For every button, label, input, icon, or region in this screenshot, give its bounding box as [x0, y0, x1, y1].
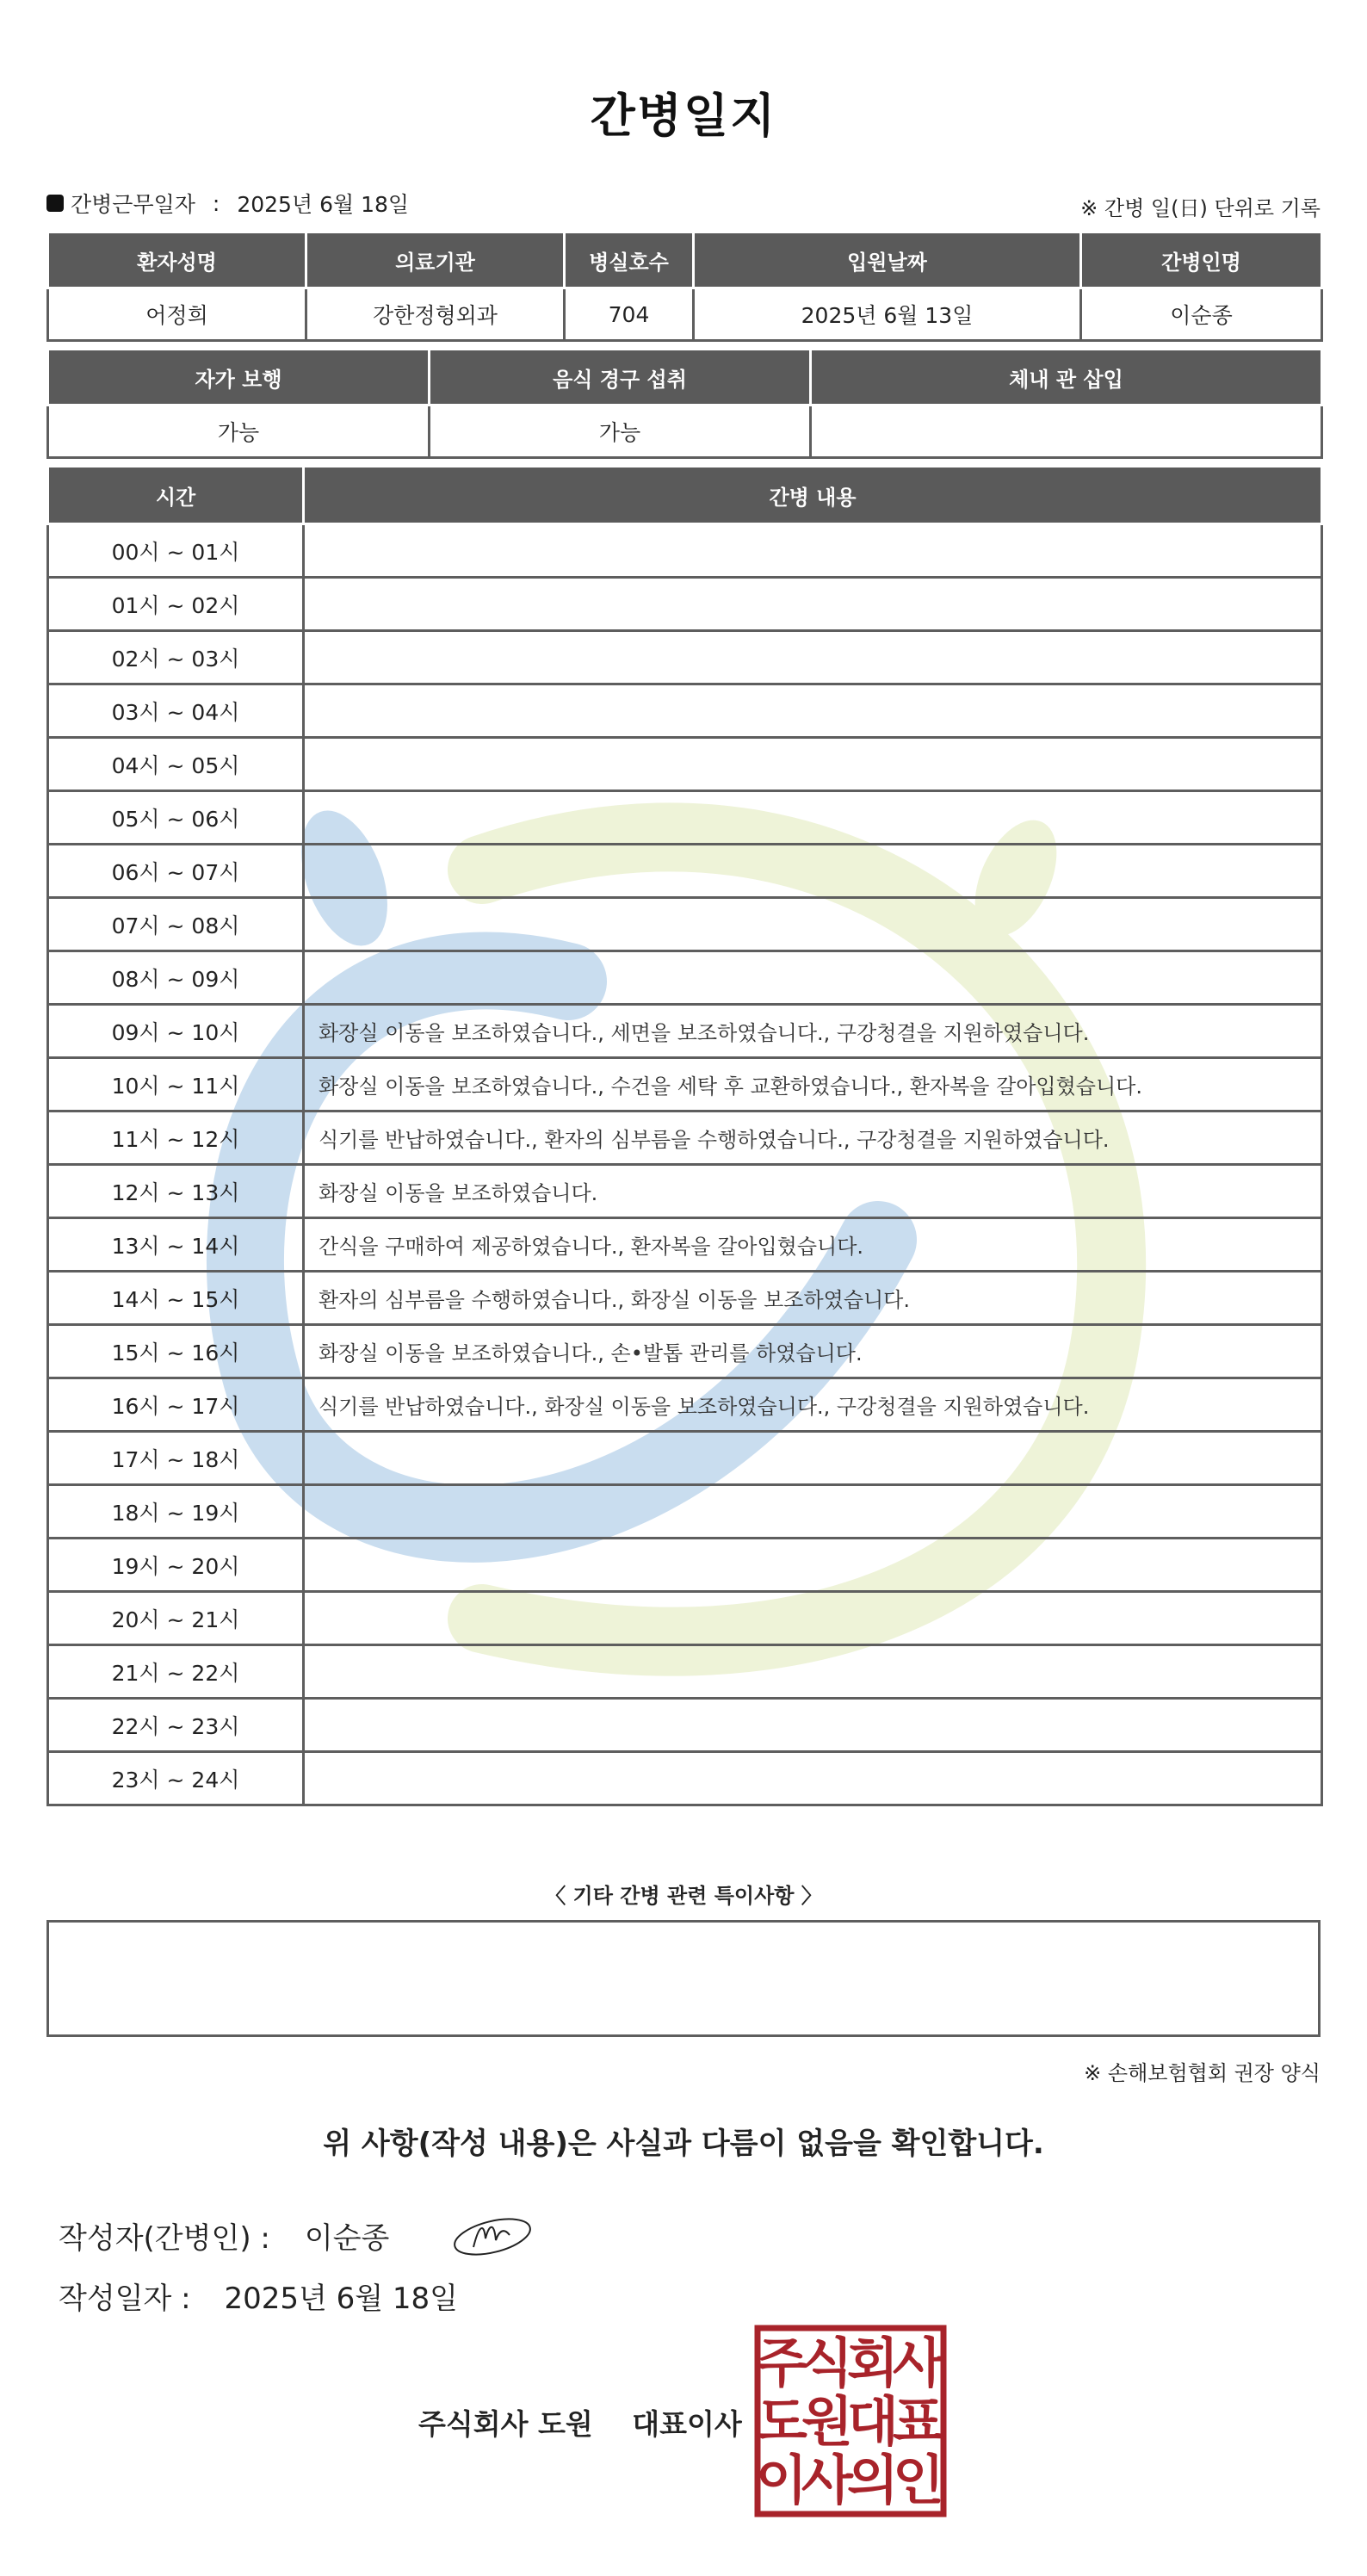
- care-content-cell: [304, 1699, 1322, 1752]
- care-content-cell: 화장실 이동을 보조하였습니다., 손•발톱 관리를 하였습니다.: [304, 1325, 1322, 1378]
- table-row: [48, 1645, 1322, 1699]
- work-date-row: [46, 188, 409, 219]
- written-date-label: 작성일자 :: [59, 2282, 191, 2316]
- stamp-char: 원: [801, 2390, 853, 2453]
- patient-status-table: [46, 348, 1323, 459]
- status-header-row: [48, 350, 1322, 406]
- stamp-char: 회: [847, 2331, 899, 2394]
- caregiver-name: 이순종: [1081, 288, 1322, 341]
- care-content-cell: [304, 1432, 1322, 1485]
- table-row: [48, 578, 1322, 631]
- table-row: [48, 738, 1322, 791]
- table-row: [48, 631, 1322, 684]
- time-slot: 19시 ~ 20시: [48, 1539, 304, 1592]
- header-patient-name: 환자성명: [48, 232, 306, 288]
- document-title: 간병일지: [590, 89, 777, 143]
- time-slot: 12시 ~ 13시: [48, 1165, 304, 1218]
- care-log-table: [46, 465, 1323, 1806]
- written-date-value: 2025년 6월 18일: [224, 2282, 459, 2316]
- care-content-cell: 화장실 이동을 보조하였습니다., 수건을 세탁 후 교환하였습니다., 환자복을 갈아입혔습니다.: [304, 1058, 1322, 1112]
- care-content-cell: [304, 738, 1322, 791]
- stamp-char: 사: [801, 2449, 853, 2511]
- work-date-label: 간병근무일자: [71, 192, 195, 217]
- time-slot: 03시 ~ 04시: [48, 684, 304, 738]
- table-row: [48, 1325, 1322, 1378]
- patient-info-header-row: [48, 232, 1322, 288]
- header-walking: 자가 보행: [48, 350, 430, 406]
- author-label: 작성자(간병인) :: [59, 2220, 270, 2256]
- table-row: [48, 951, 1322, 1005]
- care-content-cell: [304, 1485, 1322, 1539]
- header-oral-intake: 음식 경구 섭취: [430, 350, 811, 406]
- care-content-cell: 식기를 반납하였습니다., 환자의 심부름을 수행하였습니다., 구강청결을 지원하였습니다.: [304, 1112, 1322, 1165]
- time-slot: 22시 ~ 23시: [48, 1699, 304, 1752]
- time-slot: 09시 ~ 10시: [48, 1005, 304, 1058]
- care-content-cell: [304, 524, 1322, 578]
- stamp-char: 식: [801, 2331, 853, 2394]
- table-row: [48, 1272, 1322, 1325]
- work-date-separator: :: [212, 190, 220, 216]
- care-content-cell: [304, 1645, 1322, 1699]
- table-row: [48, 845, 1322, 898]
- admission-date: 2025년 6월 13일: [694, 288, 1081, 341]
- care-content-cell: 화장실 이동을 보조하였습니다.: [304, 1165, 1322, 1218]
- header-time: 시간: [48, 467, 304, 524]
- time-slot: 05시 ~ 06시: [48, 791, 304, 845]
- care-content-cell: [304, 898, 1322, 951]
- author-name: 이순종: [304, 2220, 390, 2256]
- time-slot: 16시 ~ 17시: [48, 1378, 304, 1432]
- table-row: [48, 1699, 1322, 1752]
- care-content-cell: [304, 631, 1322, 684]
- care-log-header-row: [48, 467, 1322, 524]
- author-row: [59, 2209, 535, 2261]
- care-content-cell: 간식을 구매하여 제공하였습니다., 환자복을 갈아입혔습니다.: [304, 1218, 1322, 1272]
- time-slot: 08시 ~ 09시: [48, 951, 304, 1005]
- table-row: [48, 1005, 1322, 1058]
- company-line: [418, 2402, 742, 2443]
- tube-insertion-status: [811, 406, 1322, 458]
- time-slot: 04시 ~ 05시: [48, 738, 304, 791]
- time-slot: 01시 ~ 02시: [48, 578, 304, 631]
- room-number: 704: [565, 288, 694, 341]
- care-log-body: [48, 524, 1322, 1805]
- time-slot: 02시 ~ 03시: [48, 631, 304, 684]
- form-note: ※ 손해보험협회 권장 양식: [1084, 2061, 1321, 2085]
- care-content-cell: 화장실 이동을 보조하였습니다., 세면을 보조하였습니다., 구강청결을 지원하였습니다.: [304, 1005, 1322, 1058]
- stamp-char: 의: [847, 2449, 899, 2511]
- confirmation-statement: 위 사항(작성 내용)은 사실과 다름이 없음을 확인합니다.: [323, 2127, 1044, 2161]
- patient-info-value-row: [48, 288, 1322, 341]
- care-content-cell: [304, 578, 1322, 631]
- special-notes-title: 〈 기타 간병 관련 특이사항 〉: [545, 1884, 822, 1908]
- stamp-char: 주: [756, 2331, 807, 2394]
- table-row: [48, 1752, 1322, 1805]
- time-slot: 06시 ~ 07시: [48, 845, 304, 898]
- care-content-cell: [304, 684, 1322, 738]
- header-caregiver: 간병인명: [1081, 232, 1322, 288]
- header-tube-insertion: 체내 관 삽입: [811, 350, 1322, 406]
- bullet-square-icon: [46, 195, 64, 212]
- table-row: [48, 1378, 1322, 1432]
- status-value-row: [48, 406, 1322, 458]
- company-seal-stamp: [754, 2325, 947, 2517]
- care-content-cell: 식기를 반납하였습니다., 화장실 이동을 보조하였습니다., 구강청결을 지원하였습니다.: [304, 1378, 1322, 1432]
- header-care-content: 간병 내용: [304, 467, 1322, 524]
- signature-icon: [449, 2209, 535, 2261]
- patient-info-table: [46, 231, 1323, 342]
- oral-intake-status: 가능: [430, 406, 811, 458]
- table-row: [48, 1539, 1322, 1592]
- stamp-char: 이: [756, 2449, 807, 2511]
- table-row: [48, 684, 1322, 738]
- time-slot: 15시 ~ 16시: [48, 1325, 304, 1378]
- care-content-cell: [304, 791, 1322, 845]
- time-slot: 14시 ~ 15시: [48, 1272, 304, 1325]
- walking-status: 가능: [48, 406, 430, 458]
- table-row: [48, 1218, 1322, 1272]
- stamp-char: 표: [893, 2390, 944, 2453]
- company-name: 주식회사 도원: [418, 2407, 593, 2441]
- care-content-cell: 환자의 심부름을 수행하였습니다., 화장실 이동을 보조하였습니다.: [304, 1272, 1322, 1325]
- table-row: [48, 1165, 1322, 1218]
- stamp-char: 인: [893, 2449, 944, 2511]
- hospital-name: 강한정형외과: [306, 288, 565, 341]
- table-row: [48, 791, 1322, 845]
- time-slot: 07시 ~ 08시: [48, 898, 304, 951]
- time-slot: 10시 ~ 11시: [48, 1058, 304, 1112]
- care-content-cell: [304, 1592, 1322, 1645]
- stamp-char: 사: [893, 2331, 944, 2394]
- header-room: 병실호수: [565, 232, 694, 288]
- header-hospital: 의료기관: [306, 232, 565, 288]
- written-date-row: [59, 2275, 458, 2317]
- time-slot: 20시 ~ 21시: [48, 1592, 304, 1645]
- table-row: [48, 524, 1322, 578]
- time-slot: 11시 ~ 12시: [48, 1112, 304, 1165]
- care-content-cell: [304, 1752, 1322, 1805]
- table-row: [48, 1058, 1322, 1112]
- table-row: [48, 1485, 1322, 1539]
- time-slot: 23시 ~ 24시: [48, 1752, 304, 1805]
- table-row: [48, 1112, 1322, 1165]
- work-date-value: 2025년 6월 18일: [237, 192, 410, 217]
- care-content-cell: [304, 845, 1322, 898]
- time-slot: 21시 ~ 22시: [48, 1645, 304, 1699]
- unit-note: ※ 간병 일(日) 단위로 기록: [1080, 196, 1321, 220]
- table-row: [48, 1592, 1322, 1645]
- header-admission-date: 입원날짜: [694, 232, 1081, 288]
- time-slot: 00시 ~ 01시: [48, 524, 304, 578]
- stamp-char: 도: [756, 2390, 807, 2453]
- care-content-cell: [304, 951, 1322, 1005]
- stamp-char: 대: [847, 2390, 899, 2453]
- company-representative: 대표이사: [632, 2407, 742, 2441]
- time-slot: 13시 ~ 14시: [48, 1218, 304, 1272]
- time-slot: 17시 ~ 18시: [48, 1432, 304, 1485]
- table-row: [48, 1432, 1322, 1485]
- time-slot: 18시 ~ 19시: [48, 1485, 304, 1539]
- table-row: [48, 898, 1322, 951]
- special-notes-box: [46, 1920, 1321, 2037]
- patient-name: 어정희: [48, 288, 306, 341]
- care-content-cell: [304, 1539, 1322, 1592]
